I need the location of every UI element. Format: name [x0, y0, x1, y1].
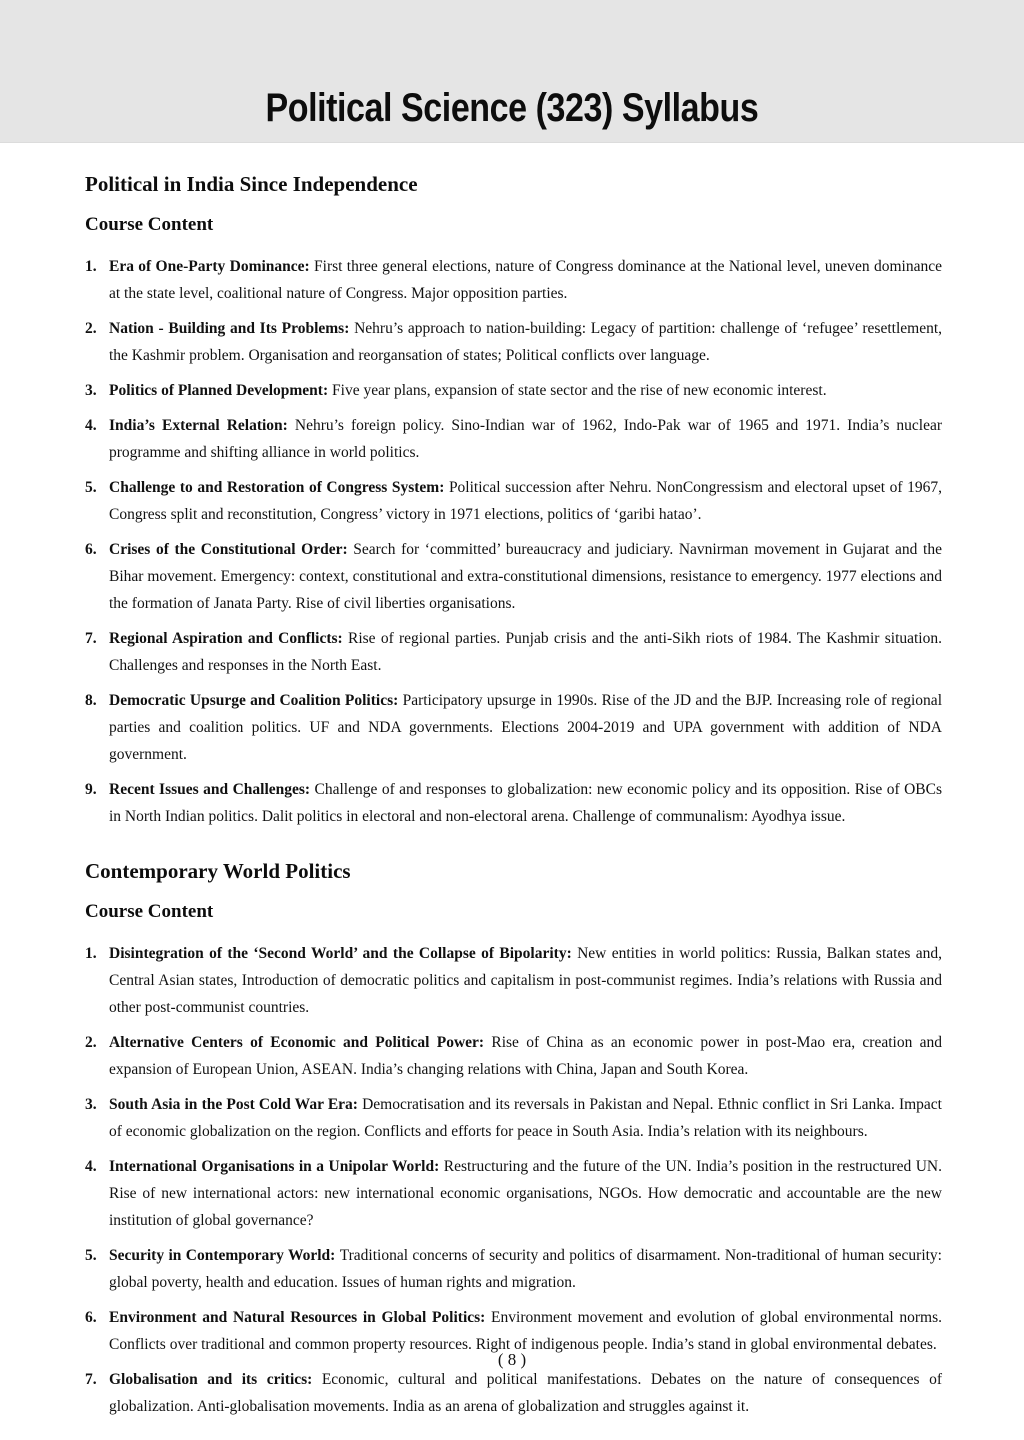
item-body — [109, 1091, 942, 1145]
item-number: 1. — [85, 258, 97, 275]
syllabus-item — [85, 1029, 942, 1083]
item-text: Search for ‘committed’ bureaucracy and judiciary. Navnirman movement in Gujarat and the Bihar movement. Emergency: context, constitutional and extra-constitutional dimensions, resistance to emergency. 1977 elections and the formation of Janata Party. Rise of civil liberties organisations. — [109, 541, 942, 612]
section-item-list — [85, 253, 942, 830]
item-label: Regional Aspiration and Conflicts: — [109, 630, 348, 647]
item-text: Economic, cultural and political manifestations. Debates on the nature of consequences of globalization. Anti-globalisation movements. India as an arena of globalization and struggles against it. — [109, 1371, 942, 1415]
item-number: 6. — [85, 541, 97, 558]
item-number: 9. — [85, 781, 97, 798]
item-text: Political succession after Nehru. NonCongressism and electoral upset of 1967, Congress split and reconstitution, Congress’ victory in 1971 elections, politics of ‘garibi hatao’. — [109, 479, 942, 523]
item-label: Alternative Centers of Economic and Political Power: — [109, 1034, 492, 1051]
item-text: Nehru’s foreign policy. Sino-Indian war of 1962, Indo-Pak war of 1965 and 1971. India’s nuclear programme and shifting alliance in world politics. — [109, 417, 943, 461]
item-label: Environment and Natural Resources in Global Politics: — [109, 1309, 492, 1326]
item-body — [109, 315, 942, 369]
item-number: 1. — [85, 945, 97, 962]
item-body — [109, 940, 942, 1021]
item-text: Traditional concerns of security and politics of disarmament. Non-traditional of human security: global poverty, health and education. Issues of human rights and migration. — [109, 1247, 942, 1291]
item-label: Globalisation and its critics: — [109, 1371, 322, 1388]
item-text: Environment movement and evolution of global environmental norms. Conflicts over traditional and common property resources. Right of indigenous people. India’s stand in global environmental debates. — [109, 1309, 943, 1353]
item-number: 6. — [85, 1309, 97, 1326]
page-content — [0, 171, 1024, 1420]
syllabus-item — [85, 474, 942, 528]
section-heading: Contemporary World Politics — [85, 859, 351, 883]
syllabus-item — [85, 1091, 942, 1145]
item-body — [109, 412, 942, 466]
syllabus-section — [85, 171, 942, 830]
item-number: 8. — [85, 692, 97, 709]
item-label: Security in Contemporary World: — [109, 1247, 340, 1264]
page-number: ( 8 ) — [497, 1350, 527, 1369]
item-label: Crises of the Constitutional Order: — [109, 541, 354, 558]
item-number: 2. — [85, 1034, 97, 1051]
syllabus-item — [85, 940, 942, 1021]
item-label: Politics of Planned Development: — [109, 382, 333, 399]
item-text: Democratisation and its reversals in Pakistan and Nepal. Ethnic conflict in Sri Lanka. Impact of economic globalization on the region. Conflicts and efforts for peace in South Asia. India’s relation with its neighbours. — [109, 1096, 942, 1140]
item-label: Nation - Building and Its Problems: — [109, 320, 355, 337]
syllabus-item — [85, 253, 942, 307]
item-text: Nehru’s approach to nation-building: Legacy of partition: challenge of ‘refugee’ resettlement, the Kashmir problem. Organisation and reorgansation of states; Political conflicts over language. — [109, 320, 942, 364]
item-body — [109, 687, 942, 768]
syllabus-section — [85, 858, 942, 1420]
item-text: First three general elections, nature of Congress dominance at the National level, uneven dominance at the state level, coalitional nature of Congress. Major opposition parties. — [109, 258, 943, 302]
item-label: Era of One-Party Dominance: — [109, 258, 315, 275]
item-body — [109, 776, 942, 830]
sections-container — [85, 171, 942, 1420]
section-heading: Political in India Since Independence — [85, 172, 418, 196]
item-label: South Asia in the Post Cold War Era: — [109, 1096, 363, 1113]
item-text: Rise of China as an economic power in post-Mao era, creation and expansion of European Union, ASEAN. India’s changing relations with China, Japan and South Korea. — [109, 1034, 942, 1078]
item-text: Rise of regional parties. Punjab crisis and the anti-Sikh riots of 1984. The Kashmir situation. Challenges and responses in the North East. — [109, 630, 942, 674]
syllabus-item — [85, 776, 942, 830]
item-label: Disintegration of the ‘Second World’ and the Collapse of Bipolarity: — [109, 945, 578, 962]
syllabus-item — [85, 536, 942, 617]
item-number: 3. — [85, 1096, 97, 1113]
item-body — [109, 1242, 942, 1296]
item-body — [109, 474, 942, 528]
item-body — [109, 1029, 942, 1083]
item-body — [109, 253, 942, 307]
item-label: Challenge to and Restoration of Congress System: — [109, 479, 449, 496]
item-number: 2. — [85, 320, 97, 337]
item-label: India’s External Relation: — [109, 417, 295, 434]
syllabus-item — [85, 687, 942, 768]
item-body — [109, 377, 942, 404]
syllabus-item — [85, 315, 942, 369]
item-number: 4. — [85, 1158, 97, 1175]
section-subheading: Course Content — [85, 214, 214, 235]
syllabus-item — [85, 412, 942, 466]
item-number: 5. — [85, 1247, 97, 1264]
section-subheading: Course Content — [85, 901, 214, 922]
item-body — [109, 1153, 942, 1234]
item-number: 5. — [85, 479, 97, 496]
item-text: Challenge of and responses to globalization: new economic policy and its opposition. Rise of OBCs in North Indian politics. Dalit politics in electoral and non-electoral arena. Challenge of communalism: Ayodhya issue. — [109, 781, 942, 825]
item-body — [109, 1366, 942, 1420]
syllabus-item — [85, 377, 942, 404]
section-item-list — [85, 940, 942, 1420]
item-text: Restructuring and the future of the UN. India’s position in the restructured UN. Rise of new international actors: new international economic organisations, NGOs. How democratic and accountable are the new institution of global governance? — [109, 1158, 942, 1229]
item-number: 3. — [85, 382, 97, 399]
item-body — [109, 625, 942, 679]
syllabus-item — [85, 1242, 942, 1296]
item-number: 4. — [85, 417, 97, 434]
item-body — [109, 536, 942, 617]
item-number: 7. — [85, 630, 97, 647]
item-label: International Organisations in a Unipolar World: — [109, 1158, 444, 1175]
item-number: 7. — [85, 1371, 97, 1388]
page-header — [0, 0, 1024, 143]
page-title: Political Science (323) Syllabus — [265, 86, 759, 130]
syllabus-item — [85, 1366, 942, 1420]
syllabus-item — [85, 625, 942, 679]
item-text: New entities in world politics: Russia, Balkan states and, Central Asian states, Introduction of democratic politics and capitalism in post-communist regimes. India’s relations with Russia and other post-communist countries. — [109, 945, 942, 1016]
syllabus-item — [85, 1153, 942, 1234]
item-label: Recent Issues and Challenges: — [109, 781, 315, 798]
item-text: Participatory upsurge in 1990s. Rise of the JD and the BJP. Increasing role of regional parties and coalition politics. UF and NDA governments. Elections 2004-2019 and UPA government with addition of NDA government. — [109, 692, 942, 763]
item-label: Democratic Upsurge and Coalition Politics: — [109, 692, 403, 709]
item-text: Five year plans, expansion of state sector and the rise of new economic interest. — [332, 382, 827, 399]
